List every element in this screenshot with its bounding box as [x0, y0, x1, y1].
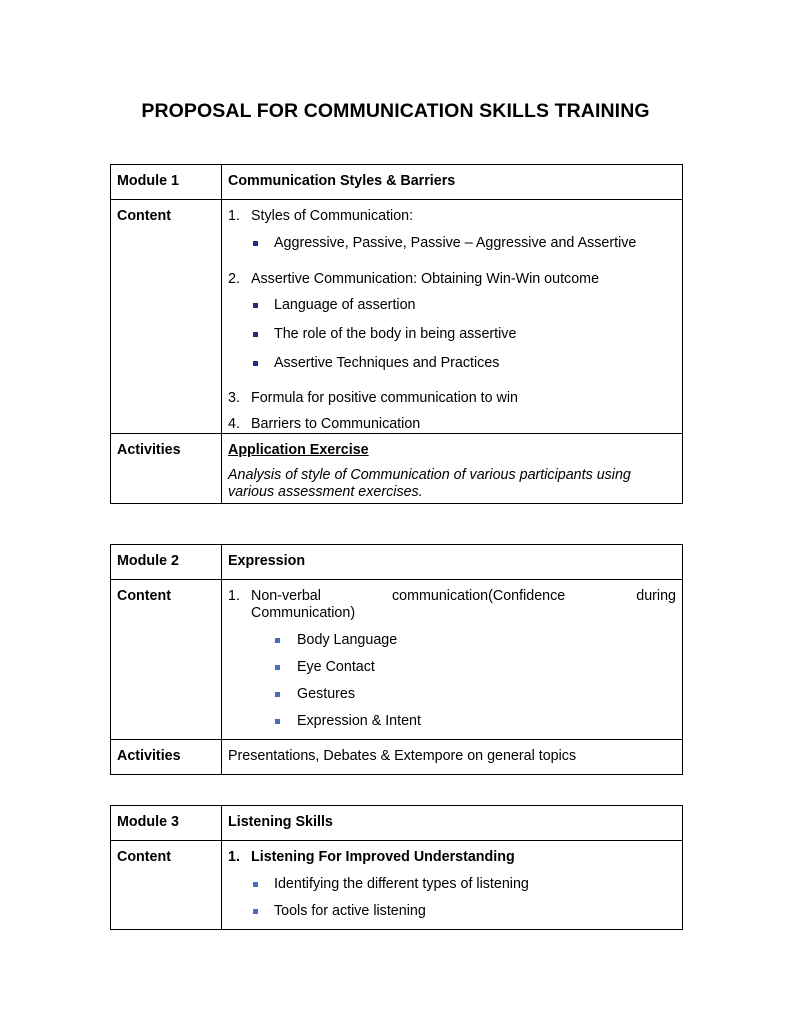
module-3-content-cell	[222, 841, 683, 930]
item-number: 1.	[228, 588, 240, 604]
module-1-table	[110, 164, 683, 504]
bullet-item	[228, 355, 676, 372]
bullet-item	[228, 659, 676, 676]
module-2-content-label: Content	[111, 580, 222, 740]
module-1-name: Communication Styles & Barriers	[222, 165, 683, 200]
activities-heading: Application Exercise	[228, 442, 369, 458]
bullet-item	[228, 713, 676, 730]
module-2-label: Module 2	[111, 545, 222, 580]
module-1-activities-cell	[222, 434, 683, 504]
list-item	[228, 271, 676, 288]
bullet-icon	[275, 638, 280, 643]
bullet-icon	[253, 909, 258, 914]
module-2-activities-text: Presentations, Debates & Extempore on general topics	[222, 740, 683, 775]
bullet-text: Assertive Techniques and Practices	[274, 355, 500, 371]
module-2-activities-label: Activities	[111, 740, 222, 775]
item-word: Non-verbal	[251, 588, 321, 604]
item-word: communication(Confidence	[391, 588, 566, 604]
module-1-header-row	[111, 165, 683, 200]
item-text	[251, 588, 676, 605]
module-3-content-row	[111, 841, 683, 930]
bullet-item	[228, 297, 676, 314]
module-1-content-label: Content	[111, 200, 222, 434]
bullet-item	[228, 903, 676, 920]
bullet-item	[228, 235, 676, 252]
list-item	[228, 416, 676, 433]
bullet-icon	[275, 692, 280, 697]
module-3-content-label: Content	[111, 841, 222, 930]
module-1-label: Module 1	[111, 165, 222, 200]
module-1-activities-label: Activities	[111, 434, 222, 504]
bullet-item	[228, 326, 676, 343]
module-2-name: Expression	[222, 545, 683, 580]
module-3-name: Listening Skills	[222, 806, 683, 841]
module-3-label: Module 3	[111, 806, 222, 841]
module-1-content-cell	[222, 200, 683, 434]
bullet-text: Language of assertion	[274, 297, 416, 313]
bullet-text: Body Language	[297, 632, 398, 648]
bullet-icon	[253, 332, 258, 337]
bullet-item	[228, 876, 676, 893]
item-text-continued: Communication)	[251, 605, 356, 621]
module-3-table	[110, 805, 683, 930]
list-item	[228, 208, 676, 225]
item-number: 2.	[228, 271, 240, 287]
list-item	[228, 588, 676, 622]
bullet-text: Expression & Intent	[297, 713, 421, 729]
module-2-table	[110, 544, 683, 775]
item-number: 4.	[228, 416, 240, 432]
bullet-icon	[275, 719, 280, 724]
bullet-text: The role of the body in being assertive	[274, 326, 517, 342]
module-2-content-cell	[222, 580, 683, 740]
bullet-text: Gestures	[297, 686, 356, 702]
bullet-text: Tools for active listening	[274, 903, 426, 919]
item-number: 3.	[228, 390, 240, 406]
module-3-header-row	[111, 806, 683, 841]
item-text: Styles of Communication:	[251, 208, 414, 224]
bullet-icon	[253, 303, 258, 308]
bullet-item	[228, 686, 676, 703]
page-title: PROPOSAL FOR COMMUNICATION SKILLS TRAINING	[141, 100, 650, 122]
list-item	[228, 849, 676, 866]
bullet-icon	[253, 882, 258, 887]
module-2-activities-row	[111, 740, 683, 775]
item-number: 1.	[228, 849, 240, 865]
item-text: Assertive Communication: Obtaining Win-Win outcome	[251, 271, 600, 287]
bullet-icon	[253, 361, 258, 366]
bullet-text: Aggressive, Passive, Passive – Aggressive and Assertive	[274, 235, 637, 251]
list-item	[228, 390, 676, 407]
module-2-content-row	[111, 580, 683, 740]
module-1-activities-row	[111, 434, 683, 504]
item-number: 1.	[228, 208, 240, 224]
item-text: Formula for positive communication to win	[251, 390, 518, 406]
module-2-header-row	[111, 545, 683, 580]
activities-text: Analysis of style of Communication of various participants using various assessment exercises.	[228, 467, 631, 500]
module-1-content-row	[111, 200, 683, 434]
bullet-icon	[253, 241, 258, 246]
bullet-text: Eye Contact	[297, 659, 375, 675]
bullet-icon	[275, 665, 280, 670]
bullet-item	[228, 632, 676, 649]
item-text: Listening For Improved Understanding	[251, 849, 515, 865]
bullet-text: Identifying the different types of listening	[274, 876, 529, 892]
item-text: Barriers to Communication	[251, 416, 421, 432]
item-word: during	[636, 588, 676, 604]
